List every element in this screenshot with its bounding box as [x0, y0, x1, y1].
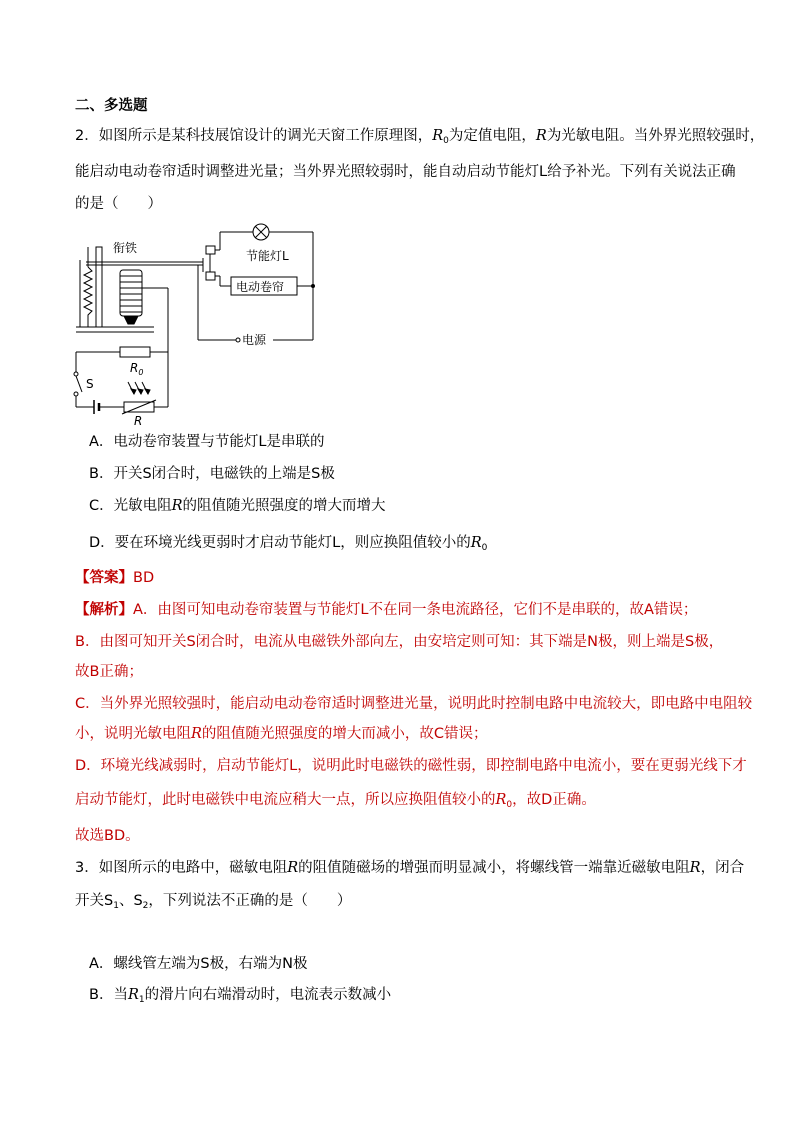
curtain-label: 电动卷帘 — [236, 280, 285, 294]
power-label: 电源 — [242, 333, 267, 347]
q3-option-a: A．螺线管左端为S极，右端为N极 — [89, 956, 308, 972]
q2-analysis-c1: C．当外界光照较强时，能启动电动卷帘适时调整进光量，说明此时控制电路中电流较大，即电路中电阻较 — [75, 696, 753, 712]
switch-label: S — [86, 377, 94, 391]
r-label: R — [134, 414, 143, 427]
q2-stem-line-2: 能启动电动卷帘适时调整进光量；当外界光照较弱时，能自动启动节能灯L给予补光。下列有关说法正确 — [75, 164, 736, 180]
q2-analysis-b1: B．由图可知开关S闭合时，电流从电磁铁外部向左，由安培定则可知：其下端是N极，则上端是S极， — [75, 634, 724, 650]
q2-analysis-b2: 故B正确； — [75, 664, 143, 680]
q2-analysis-c2: 小，说明光敏电阻R的阻值随光照强度的增大而减小，故C错误； — [75, 726, 488, 742]
q3-stem-line-1: 3．如图所示的电路中，磁敏电阻R的阻值随磁场的增强而明显减小，将螺线管一端靠近磁敏电阻R，闭合 — [75, 860, 745, 876]
q2-analysis-a: 【解析】A．由图可知电动卷帘装置与节能灯L不在同一条电流路径，它们不是串联的，故A错误； — [75, 602, 698, 618]
q2-analysis-d2: 启动节能灯，此时电磁铁中电流应稍大一点，所以应换阻值较小的$R_0$，故D正确。 — [75, 792, 596, 810]
q2-answer — [75, 568, 154, 588]
lamp-label: 节能灯L — [246, 249, 289, 263]
r0-label: $R_0$ — [130, 361, 144, 377]
answer-label: 【答案】 — [75, 570, 133, 586]
q2-option-d: D．要在环境光线更弱时才启动节能灯L，则应换阻值较小的$R_0$ — [89, 535, 488, 553]
answer-value: BD — [133, 570, 155, 586]
q2-option-b: B．开关S闭合时，电磁铁的上端是S极 — [89, 466, 335, 482]
q2-stem-line-1: 2．如图所示是某科技展馆设计的调光天窗工作原理图，$R_0$为定值电阻，R为光敏电阻。当外界光照较强时， — [75, 128, 765, 146]
q2-stem-line-3: 的是（ ） — [75, 196, 162, 212]
q2-conclusion: 故选BD。 — [75, 828, 140, 844]
section-title: 二、多选题 — [75, 98, 148, 114]
armature-label: 衔铁 — [113, 241, 138, 255]
q3-option-b: B．当$R_1$的滑片向右端滑动时，电流表示数减小 — [89, 987, 392, 1005]
q3-stem-line-2: 开关$S_1$、$S_2$，下列说法不正确的是（ ） — [75, 893, 352, 911]
q2-option-c: C．光敏电阻R的阻值随光照强度的增大而增大 — [89, 498, 386, 514]
q2-analysis-d1: D．环境光线减弱时，启动节能灯L，说明此时电磁铁的磁性弱，即控制电路中电流小，要在更弱光线下才 — [75, 758, 747, 774]
q2-option-a: A．电动卷帘装置与节能灯L是串联的 — [89, 434, 325, 450]
q2-circuit-diagram — [68, 222, 328, 427]
